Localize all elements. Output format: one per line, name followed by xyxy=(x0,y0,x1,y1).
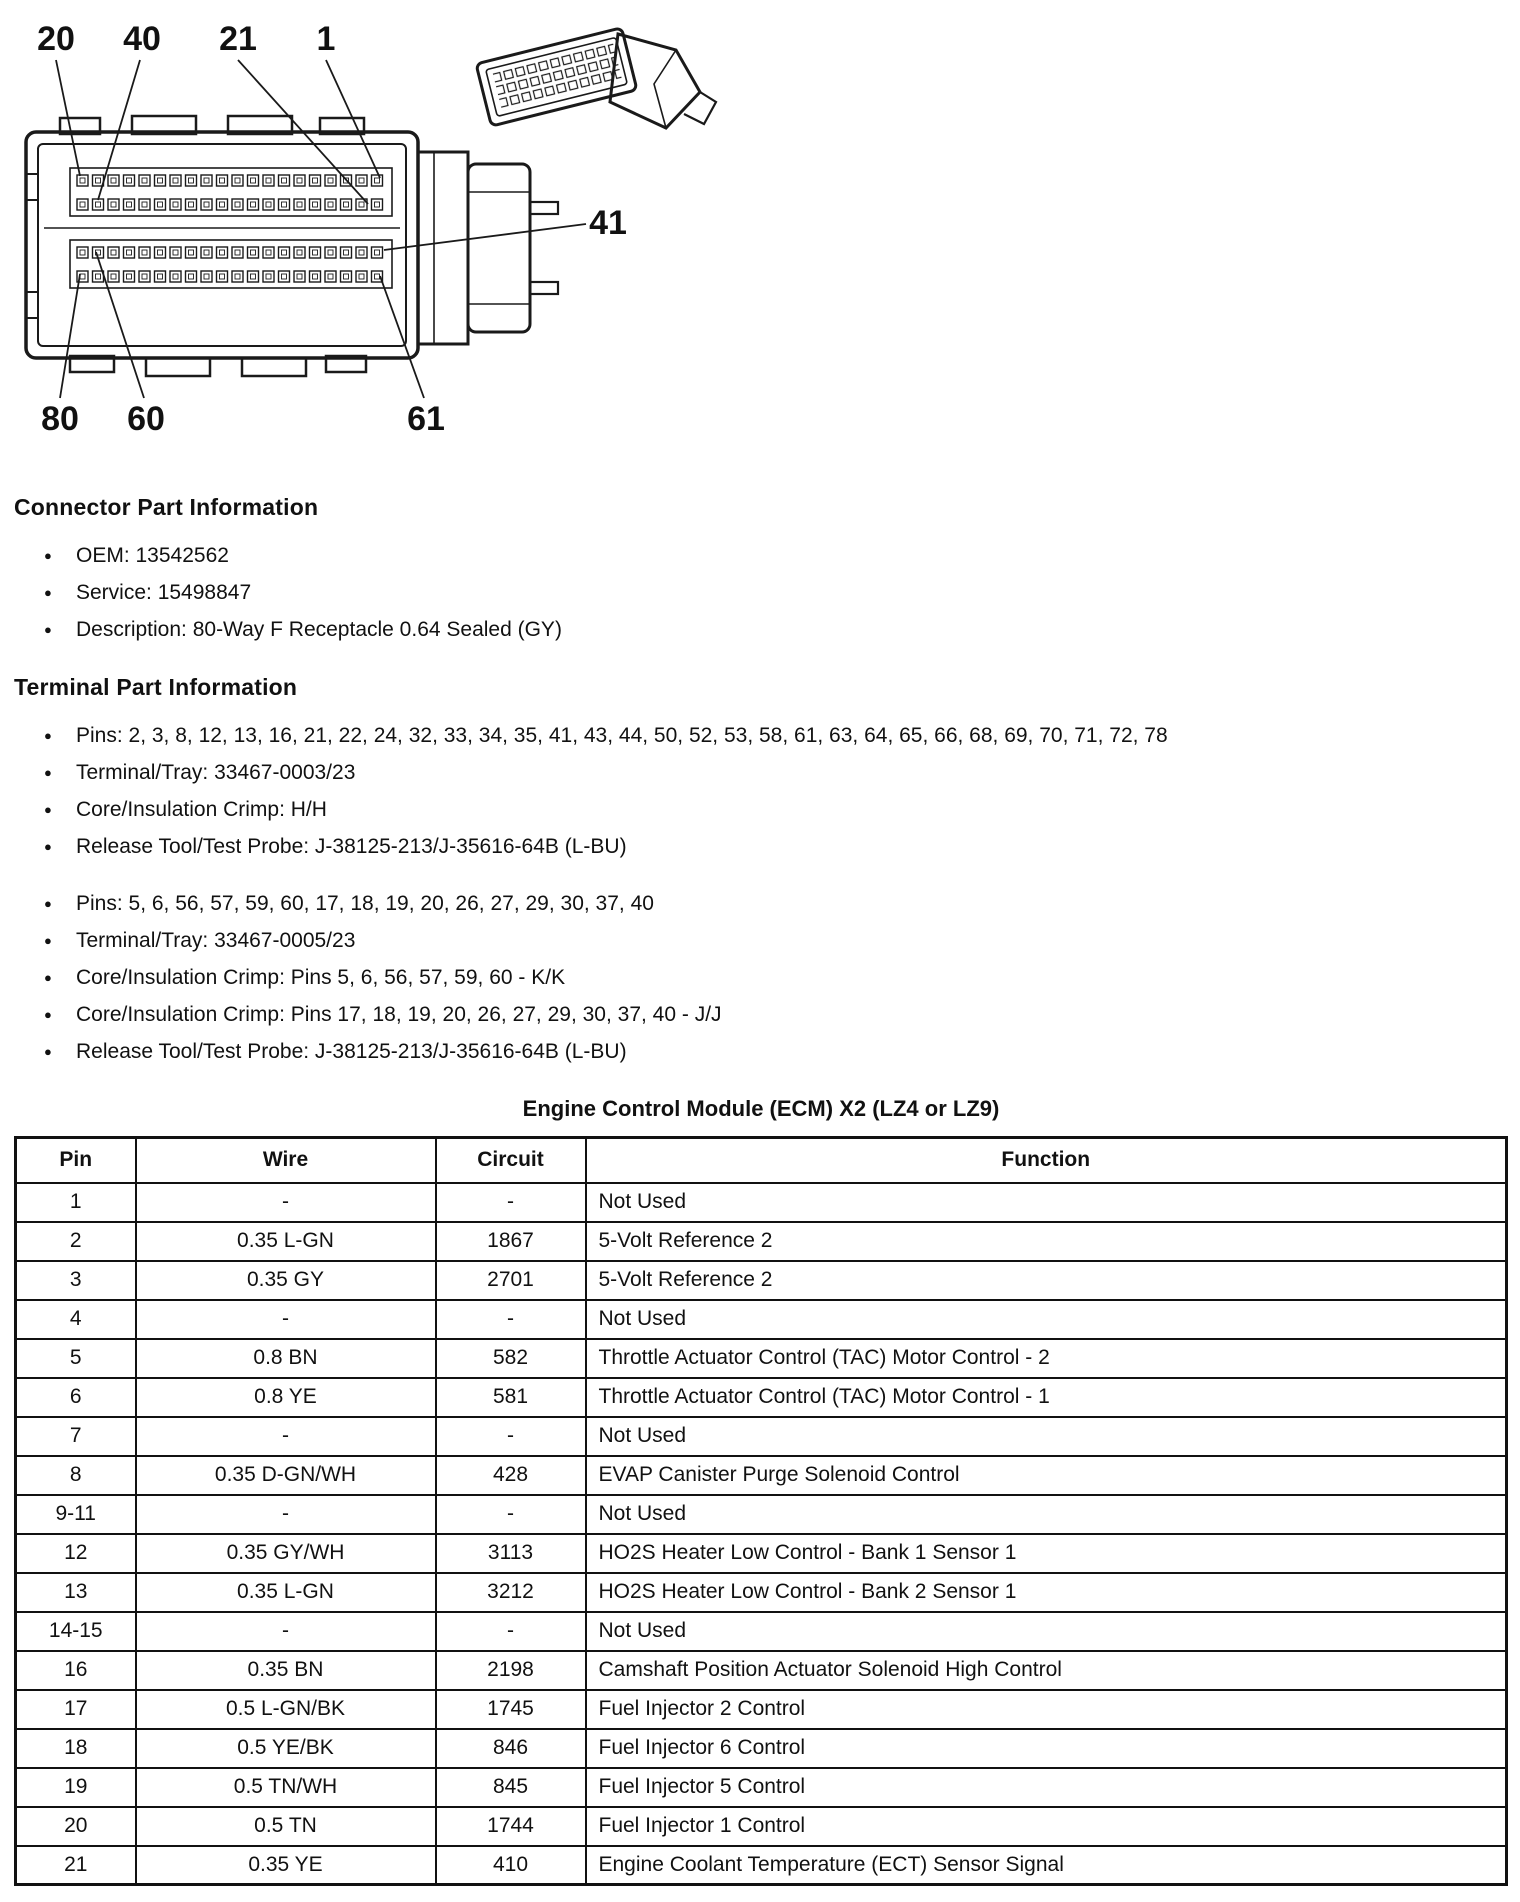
cell-circuit: 1745 xyxy=(436,1690,586,1729)
header-pin: Pin xyxy=(16,1138,136,1183)
table-row xyxy=(16,1573,1507,1612)
cell-wire: 0.35 YE xyxy=(136,1846,436,1885)
pin-callout-21: 21 xyxy=(219,20,257,58)
ecm-table-body xyxy=(16,1183,1507,1885)
cell-circuit: 2198 xyxy=(436,1651,586,1690)
table-row xyxy=(16,1378,1507,1417)
bullet-item: ● Description: 80-Way F Receptacle 0.64 Sealed (GY) xyxy=(44,611,1508,648)
cell-pin: 5 xyxy=(16,1339,136,1378)
table-header-row xyxy=(16,1138,1507,1183)
connector-part-info-section xyxy=(14,494,1508,648)
table-row xyxy=(16,1729,1507,1768)
bullet-item: ● Release Tool/Test Probe: J-38125-213/J-35616-64B (L-BU) xyxy=(44,1033,1508,1070)
cell-function: 5-Volt Reference 2 xyxy=(586,1222,1507,1261)
table-row xyxy=(16,1612,1507,1651)
table-row xyxy=(16,1300,1507,1339)
bullet-item: ● Core/Insulation Crimp: Pins 5, 6, 56, 57, 59, 60 - K/K xyxy=(44,959,1508,996)
cell-function: 5-Volt Reference 2 xyxy=(586,1261,1507,1300)
connector-diagram xyxy=(14,6,1508,458)
cell-pin: 13 xyxy=(16,1573,136,1612)
cell-circuit: 410 xyxy=(436,1846,586,1885)
bullet-item: ● Release Tool/Test Probe: J-38125-213/J-35616-64B (L-BU) xyxy=(44,828,1508,865)
cell-pin: 2 xyxy=(16,1222,136,1261)
pin-callout-20: 20 xyxy=(37,20,75,58)
cell-circuit: 1744 xyxy=(436,1807,586,1846)
cell-function: Fuel Injector 2 Control xyxy=(586,1690,1507,1729)
cell-function: Engine Coolant Temperature (ECT) Sensor Signal xyxy=(586,1846,1507,1885)
cell-function: Fuel Injector 6 Control xyxy=(586,1729,1507,1768)
callout-lines xyxy=(56,60,586,398)
table-row xyxy=(16,1183,1507,1222)
connector-part-info-list xyxy=(14,537,1508,648)
bullet-item: ● Core/Insulation Crimp: Pins 17, 18, 19, 20, 26, 27, 29, 30, 37, 40 - J/J xyxy=(44,996,1508,1033)
cell-function: EVAP Canister Purge Solenoid Control xyxy=(586,1456,1507,1495)
cell-function: Not Used xyxy=(586,1417,1507,1456)
cell-function: Not Used xyxy=(586,1183,1507,1222)
pin-callout-61: 61 xyxy=(407,400,445,438)
cell-circuit: 2701 xyxy=(436,1261,586,1300)
table-row xyxy=(16,1651,1507,1690)
terminal-part-info-list-2 xyxy=(14,885,1508,1070)
ecm-pinout-table xyxy=(14,1136,1508,1886)
pin-callout-60: 60 xyxy=(127,400,165,438)
cell-function: Throttle Actuator Control (TAC) Motor Control - 2 xyxy=(586,1339,1507,1378)
cell-function: HO2S Heater Low Control - Bank 1 Sensor 1 xyxy=(586,1534,1507,1573)
cell-wire: 0.35 L-GN xyxy=(136,1222,436,1261)
pin-callout-80: 80 xyxy=(41,400,79,438)
cell-pin: 17 xyxy=(16,1690,136,1729)
bullet-item: ● Terminal/Tray: 33467-0005/23 xyxy=(44,922,1508,959)
cell-wire: 0.35 L-GN xyxy=(136,1573,436,1612)
connector-3d-view xyxy=(476,28,716,128)
table-row xyxy=(16,1339,1507,1378)
cell-circuit: - xyxy=(436,1183,586,1222)
cell-pin: 14-15 xyxy=(16,1612,136,1651)
bullet-item: ● Terminal/Tray: 33467-0003/23 xyxy=(44,754,1508,791)
terminal-part-info-section xyxy=(14,674,1508,1070)
cell-wire: 0.5 L-GN/BK xyxy=(136,1690,436,1729)
table-row xyxy=(16,1261,1507,1300)
terminal-part-info-list-1 xyxy=(14,717,1508,865)
cell-wire: - xyxy=(136,1417,436,1456)
table-row xyxy=(16,1456,1507,1495)
cell-function: Not Used xyxy=(586,1300,1507,1339)
header-circuit: Circuit xyxy=(436,1138,586,1183)
cell-function: Not Used xyxy=(586,1612,1507,1651)
cell-pin: 1 xyxy=(16,1183,136,1222)
cell-function: HO2S Heater Low Control - Bank 2 Sensor 1 xyxy=(586,1573,1507,1612)
pin-callout-41: 41 xyxy=(589,204,627,242)
cell-circuit: 428 xyxy=(436,1456,586,1495)
cell-pin: 19 xyxy=(16,1768,136,1807)
cell-pin: 9-11 xyxy=(16,1495,136,1534)
table-row xyxy=(16,1846,1507,1885)
cell-wire: 0.8 YE xyxy=(136,1378,436,1417)
bullet-item: ● OEM: 13542562 xyxy=(44,537,1508,574)
connector-side-view xyxy=(418,152,558,344)
cell-circuit: 3113 xyxy=(436,1534,586,1573)
cell-pin: 7 xyxy=(16,1417,136,1456)
cell-pin: 8 xyxy=(16,1456,136,1495)
cell-pin: 16 xyxy=(16,1651,136,1690)
cell-circuit: - xyxy=(436,1495,586,1534)
cell-wire: 0.35 GY/WH xyxy=(136,1534,436,1573)
cell-wire: 0.5 TN/WH xyxy=(136,1768,436,1807)
cell-pin: 4 xyxy=(16,1300,136,1339)
pin-callout-40: 40 xyxy=(123,20,161,58)
cell-circuit: - xyxy=(436,1612,586,1651)
cell-circuit: 1867 xyxy=(436,1222,586,1261)
connector-front-view xyxy=(26,116,418,376)
cell-wire: - xyxy=(136,1495,436,1534)
cell-wire: - xyxy=(136,1183,436,1222)
cell-function: Camshaft Position Actuator Solenoid High Control xyxy=(586,1651,1507,1690)
cell-circuit: 582 xyxy=(436,1339,586,1378)
cell-function: Not Used xyxy=(586,1495,1507,1534)
table-row xyxy=(16,1222,1507,1261)
cell-circuit: 845 xyxy=(436,1768,586,1807)
cell-wire: 0.5 TN xyxy=(136,1807,436,1846)
table-row xyxy=(16,1417,1507,1456)
connector-part-info-title: Connector Part Information xyxy=(14,494,319,520)
cell-circuit: 581 xyxy=(436,1378,586,1417)
bullet-item: ● Pins: 2, 3, 8, 12, 13, 16, 21, 22, 24, 32, 33, 34, 35, 41, 43, 44, 50, 52, 53, 58, 61, 63, 64, 65, 66, 68, 69, 70, 71, 72, 78 xyxy=(44,717,1508,754)
cell-wire: 0.5 YE/BK xyxy=(136,1729,436,1768)
cell-circuit: - xyxy=(436,1300,586,1339)
cell-pin: 21 xyxy=(16,1846,136,1885)
table-title: Engine Control Module (ECM) X2 (LZ4 or LZ9) xyxy=(522,1096,1000,1121)
cell-function: Fuel Injector 1 Control xyxy=(586,1807,1507,1846)
cell-pin: 3 xyxy=(16,1261,136,1300)
pin-callout-1: 1 xyxy=(316,20,336,58)
terminal-part-info-title: Terminal Part Information xyxy=(14,674,298,700)
cell-circuit: 846 xyxy=(436,1729,586,1768)
table-row xyxy=(16,1768,1507,1807)
bullet-item: ● Core/Insulation Crimp: H/H xyxy=(44,791,1508,828)
bullet-item: ● Pins: 5, 6, 56, 57, 59, 60, 17, 18, 19, 20, 26, 27, 29, 30, 37, 40 xyxy=(44,885,1508,922)
cell-wire: - xyxy=(136,1612,436,1651)
cell-wire: 0.35 GY xyxy=(136,1261,436,1300)
cell-function: Fuel Injector 5 Control xyxy=(586,1768,1507,1807)
table-row xyxy=(16,1534,1507,1573)
cell-pin: 20 xyxy=(16,1807,136,1846)
cell-wire: 0.8 BN xyxy=(136,1339,436,1378)
header-function: Function xyxy=(586,1138,1507,1183)
cell-function: Throttle Actuator Control (TAC) Motor Control - 1 xyxy=(586,1378,1507,1417)
cell-wire: 0.35 D-GN/WH xyxy=(136,1456,436,1495)
table-header xyxy=(16,1138,1507,1183)
cell-pin: 6 xyxy=(16,1378,136,1417)
header-wire: Wire xyxy=(136,1138,436,1183)
table-row xyxy=(16,1690,1507,1729)
table-row xyxy=(16,1495,1507,1534)
cell-circuit: - xyxy=(436,1417,586,1456)
cell-pin: 12 xyxy=(16,1534,136,1573)
cell-circuit: 3212 xyxy=(436,1573,586,1612)
bullet-item: ● Service: 15498847 xyxy=(44,574,1508,611)
cell-wire: 0.35 BN xyxy=(136,1651,436,1690)
cell-pin: 18 xyxy=(16,1729,136,1768)
connector-diagram-svg xyxy=(14,6,759,454)
cell-wire: - xyxy=(136,1300,436,1339)
table-row xyxy=(16,1807,1507,1846)
